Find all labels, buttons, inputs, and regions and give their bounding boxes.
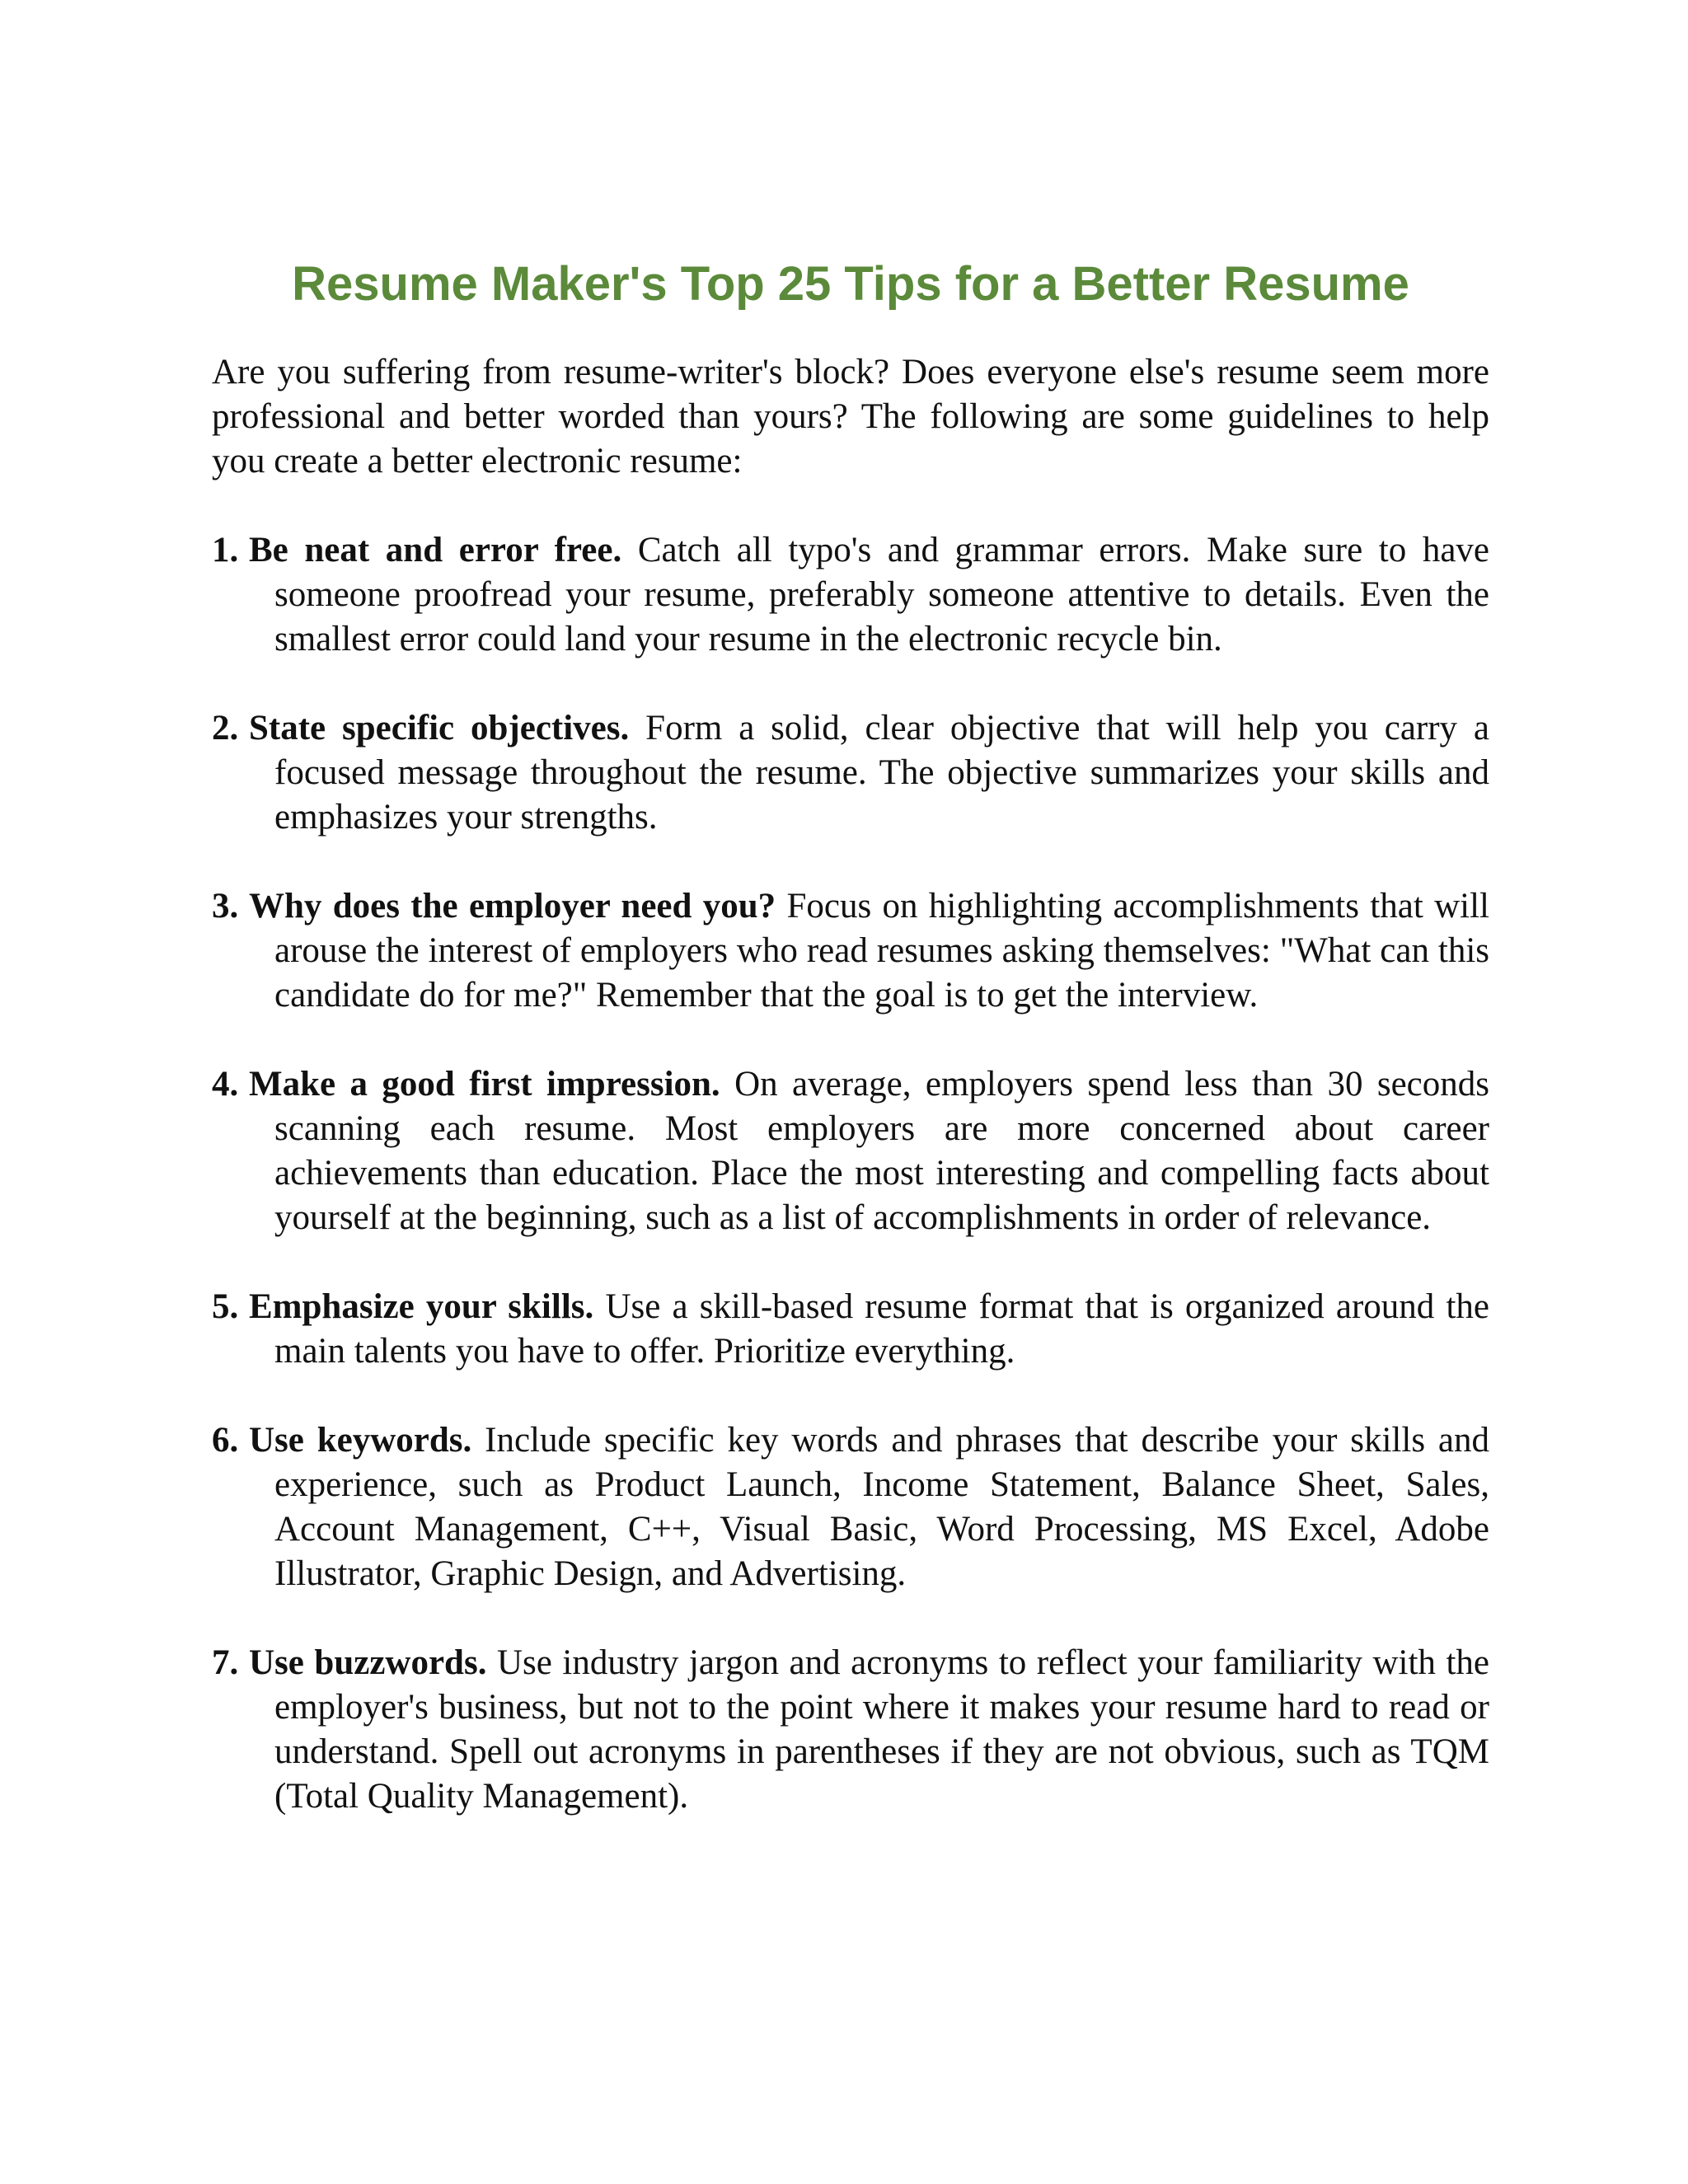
tip-item-3 (212, 884, 1489, 1018)
tip-heading: Use buzzwords. (249, 1643, 487, 1682)
tip-number: 7. (212, 1643, 239, 1682)
tip-heading: Emphasize your skills. (249, 1287, 594, 1326)
tip-body: Use industry jargon and acronyms to reflect your familiarity with the employer's business, but not to the point where it makes your resume hard to read or understand. Spell out acronyms in parentheses if they are not obvious, such as TQM (Total Quality Management). (274, 1643, 1489, 1816)
tip-item-5 (212, 1285, 1489, 1374)
tip-body: Focus on highlighting accomplishments that will arouse the interest of employers who read resumes asking themselves: "What can this candidate do for me?" Remember that the goal is to get the interview. (274, 887, 1490, 1015)
tip-body: Include specific key words and phrases that describe your skills and experience, such as Product Launch, Income Statement, Balance Sheet, Sales, Account Management, C++, Visual Basic, Word Processing, MS Excel, Adobe Illustrator, Graphic Design, and Advertising. (274, 1421, 1489, 1593)
tip-number: 5. (212, 1287, 239, 1326)
tip-item-2 (212, 706, 1489, 840)
tip-body: Catch all typo's and grammar errors. Make sure to have someone proofread your resume, preferably someone attentive to details. Even the smallest error could land your resume in the electronic recycle bin. (274, 531, 1490, 658)
tip-heading: Be neat and error free. (249, 531, 622, 569)
tip-number: 3. (212, 887, 239, 926)
tip-number: 1. (212, 531, 239, 569)
tip-item-7 (212, 1641, 1489, 1819)
tip-number: 2. (212, 709, 239, 748)
tips-list (212, 528, 1489, 1819)
tip-heading: Why does the employer need you? (249, 887, 776, 926)
tip-heading: Make a good first impression. (249, 1065, 720, 1104)
intro-paragraph: Are you suffering from resume-writer's block? Does everyone else's resume seem more professional and better worded than yours? The following are some guidelines to help you create a better electronic resume: (212, 353, 1489, 480)
page-title: Resume Maker's Top 25 Tips for a Better Resume (292, 257, 1409, 311)
tip-body: On average, employers spend less than 30 seconds scanning each resume. Most employers are more concerned about career achievements than education. Place the most interesting and compelling facts about yourself at the beginning, such as a list of accomplishments in order of relevance. (274, 1065, 1490, 1237)
tip-item-1 (212, 528, 1489, 662)
tip-heading: State specific objectives. (249, 709, 630, 748)
tip-number: 4. (212, 1065, 239, 1104)
tip-heading: Use keywords. (249, 1421, 472, 1460)
tip-item-6 (212, 1418, 1489, 1596)
tip-item-4 (212, 1062, 1489, 1240)
tip-number: 6. (212, 1421, 239, 1460)
tip-body: Form a solid, clear objective that will help you carry a focused message throughout the resume. The objective summarizes your skills and emphasizes your strengths. (274, 709, 1490, 837)
document-page (212, 251, 1489, 1863)
tip-body: Use a skill-based resume format that is organized around the main talents you have to offer. Prioritize everything. (274, 1287, 1489, 1371)
